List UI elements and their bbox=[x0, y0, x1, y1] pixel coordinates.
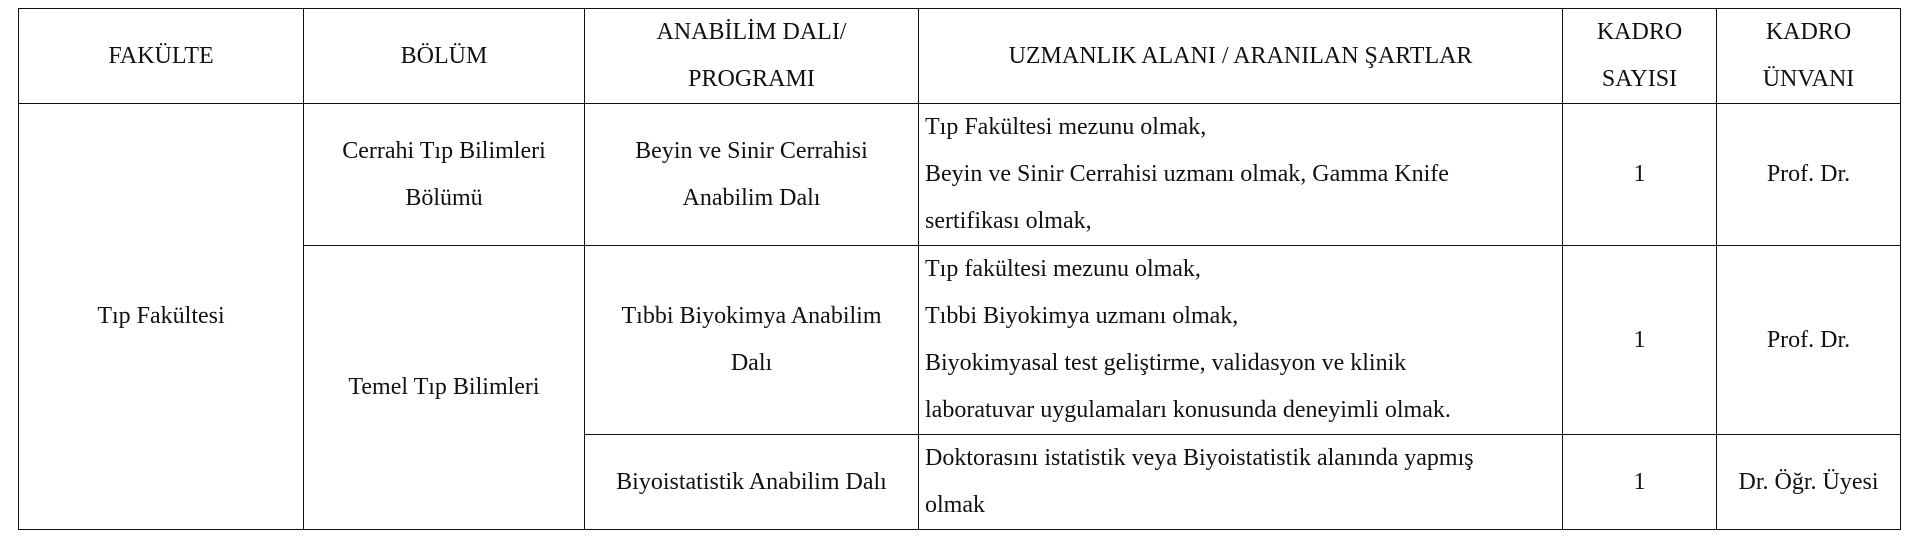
header-kadro-unvani-label-line2: ÜNVANI bbox=[1762, 66, 1855, 92]
anabilim-dali-cell bbox=[585, 246, 919, 435]
kadro-sayisi-cell bbox=[1563, 104, 1717, 246]
kadro-unvani-value: Dr. Öğr. Üyesi bbox=[1738, 468, 1879, 495]
sartlar-line: Tıbbi Biyokimya uzmanı olmak, bbox=[925, 303, 1239, 329]
staff-positions-sheet bbox=[18, 8, 1900, 530]
sartlar-cell bbox=[919, 435, 1563, 530]
fakulte-cell bbox=[19, 104, 304, 530]
kadro-sayisi-cell bbox=[1563, 246, 1717, 435]
fakulte-value: Tıp Fakültesi bbox=[97, 303, 225, 329]
header-kadro-unvani bbox=[1717, 9, 1901, 104]
anabilim-dali-value-line1: Tıbbi Biyokimya Anabilim bbox=[621, 303, 882, 329]
header-anabilim-label-line2: PROGRAMI bbox=[688, 66, 815, 92]
bolum-value-line1: Cerrahi Tıp Bilimleri bbox=[342, 137, 546, 164]
kadro-unvani-cell bbox=[1717, 435, 1901, 530]
kadro-unvani-value: Prof. Dr. bbox=[1766, 161, 1851, 187]
kadro-sayisi-value: 1 bbox=[1633, 468, 1646, 495]
header-kadro-sayisi-label-line1: KADRO bbox=[1596, 19, 1683, 45]
bolum-cell bbox=[304, 246, 585, 530]
table-row bbox=[19, 104, 1901, 246]
header-bolum-label: BÖLÜM bbox=[400, 42, 488, 69]
sartlar-line: sertifikası olmak, bbox=[925, 208, 1092, 234]
bolum-cell bbox=[304, 104, 585, 246]
kadro-sayisi-cell bbox=[1563, 435, 1717, 530]
bolum-value-line2: Bölümü bbox=[405, 184, 483, 211]
header-anabilim-dali bbox=[585, 9, 919, 104]
header-row bbox=[19, 9, 1901, 104]
sartlar-line: olmak bbox=[925, 492, 985, 518]
header-kadro-unvani-label-line1: KADRO bbox=[1765, 19, 1852, 45]
sartlar-line: laboratuvar uygulamaları konusunda deneyimli olmak. bbox=[925, 397, 1451, 423]
kadro-unvani-cell bbox=[1717, 104, 1901, 246]
anabilim-dali-cell bbox=[585, 435, 919, 530]
sartlar-line: Tıp Fakültesi mezunu olmak, bbox=[925, 114, 1207, 140]
anabilim-dali-cell bbox=[585, 104, 919, 246]
header-uzmanlik-alani bbox=[919, 9, 1563, 104]
kadro-sayisi-value: 1 bbox=[1633, 326, 1646, 353]
sartlar-cell bbox=[919, 104, 1563, 246]
header-anabilim-label-line1: ANABİLİM DALI/ bbox=[656, 19, 847, 45]
staff-positions-table bbox=[18, 8, 1901, 530]
kadro-sayisi-value: 1 bbox=[1633, 161, 1646, 187]
header-kadro-sayisi bbox=[1563, 9, 1717, 104]
kadro-unvani-value: Prof. Dr. bbox=[1766, 326, 1851, 353]
anabilim-dali-value-line2: Dalı bbox=[730, 350, 773, 376]
kadro-unvani-cell bbox=[1717, 246, 1901, 435]
header-fakulte bbox=[19, 9, 304, 104]
sartlar-line: Tıp fakültesi mezunu olmak, bbox=[925, 256, 1201, 282]
bolum-value: Temel Tıp Bilimleri bbox=[348, 374, 540, 400]
header-bolum bbox=[304, 9, 585, 104]
anabilim-dali-value-line1: Beyin ve Sinir Cerrahisi bbox=[635, 137, 868, 164]
header-uzmanlik-label: UZMANLIK ALANI / ARANILAN ŞARTLAR bbox=[1008, 42, 1473, 69]
sartlar-line: Biyokimyasal test geliştirme, validasyon ve klinik bbox=[925, 350, 1407, 376]
sartlar-line: Doktorasını istatistik veya Biyoistatistik alanında yapmış bbox=[925, 445, 1474, 471]
anabilim-dali-value: Biyoistatistik Anabilim Dalı bbox=[616, 468, 887, 495]
anabilim-dali-value-line2: Anabilim Dalı bbox=[682, 184, 821, 211]
header-fakulte-label: FAKÜLTE bbox=[108, 42, 214, 69]
sartlar-cell bbox=[919, 246, 1563, 435]
sartlar-line: Beyin ve Sinir Cerrahisi uzmanı olmak, Gamma Knife bbox=[925, 161, 1449, 187]
header-kadro-sayisi-label-line2: SAYISI bbox=[1601, 66, 1678, 92]
